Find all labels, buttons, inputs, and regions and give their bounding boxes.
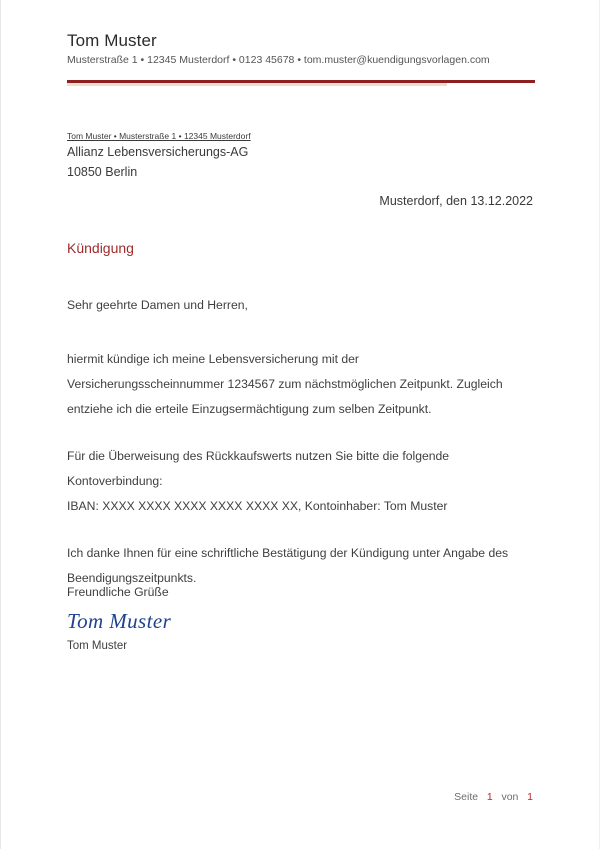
sender-contact-line: Musterstraße 1 • 12345 Musterdorf • 0123 45678 • tom.muster@kuendigungsvorlagen.com [67, 54, 490, 66]
body-spacer [67, 318, 513, 347]
footer-total-pages: 1 [527, 791, 533, 803]
body-paragraph-3: IBAN: XXXX XXXX XXXX XXXX XXXX XX, Kontoinhaber: Tom Muster [67, 499, 448, 513]
page-footer [454, 791, 533, 803]
printed-signature-name: Tom Muster [67, 640, 128, 652]
body-paragraph-4: Ich danke Ihnen für eine schriftliche Bestätigung der Kündigung unter Angabe des Beendigungszeitpunkts. [67, 546, 509, 585]
letter-body [67, 293, 513, 591]
sender-name: Tom Muster [67, 31, 157, 50]
recipient-address-block [67, 130, 397, 182]
body-paragraph-2: Für die Überweisung des Rückkaufswerts nutzen Sie bitte die folgende Kontoverbindung: [67, 449, 450, 488]
closing-greeting: Freundliche Grüße [67, 585, 169, 599]
footer-current-page: 1 [486, 791, 493, 803]
body-spacer [67, 422, 513, 444]
body-paragraph-1: hiermit kündige ich meine Lebensversicherung mit der Versicherungsscheinnummer 1234567 zum nächstmöglichen Zeitpunkt. Zugleich entziehe ich die erteile Einzugsermächtigung zum selben Zeitpunkt. [67, 352, 503, 416]
body-salutation: Sehr geehrte Damen und Herren, [67, 298, 248, 312]
return-address-line: Tom Muster • Musterstraße 1 • 12345 Musterdorf [67, 131, 251, 141]
letterhead-divider [67, 80, 535, 88]
recipient-line-2: 10850 Berlin [67, 165, 138, 179]
body-spacer [67, 519, 513, 541]
signature-block [67, 580, 367, 656]
handwritten-signature: Tom Muster [67, 609, 172, 633]
divider-rule-secondary [67, 83, 447, 86]
subject-line: Kündigung [67, 240, 134, 256]
footer-label-page: Seite [454, 791, 479, 803]
recipient-line-1: Allianz Lebensversicherungs-AG [67, 145, 249, 159]
date-line: Musterdorf, den 13.12.2022 [379, 194, 533, 208]
footer-label-of: von [501, 791, 519, 803]
letterhead [67, 30, 535, 68]
